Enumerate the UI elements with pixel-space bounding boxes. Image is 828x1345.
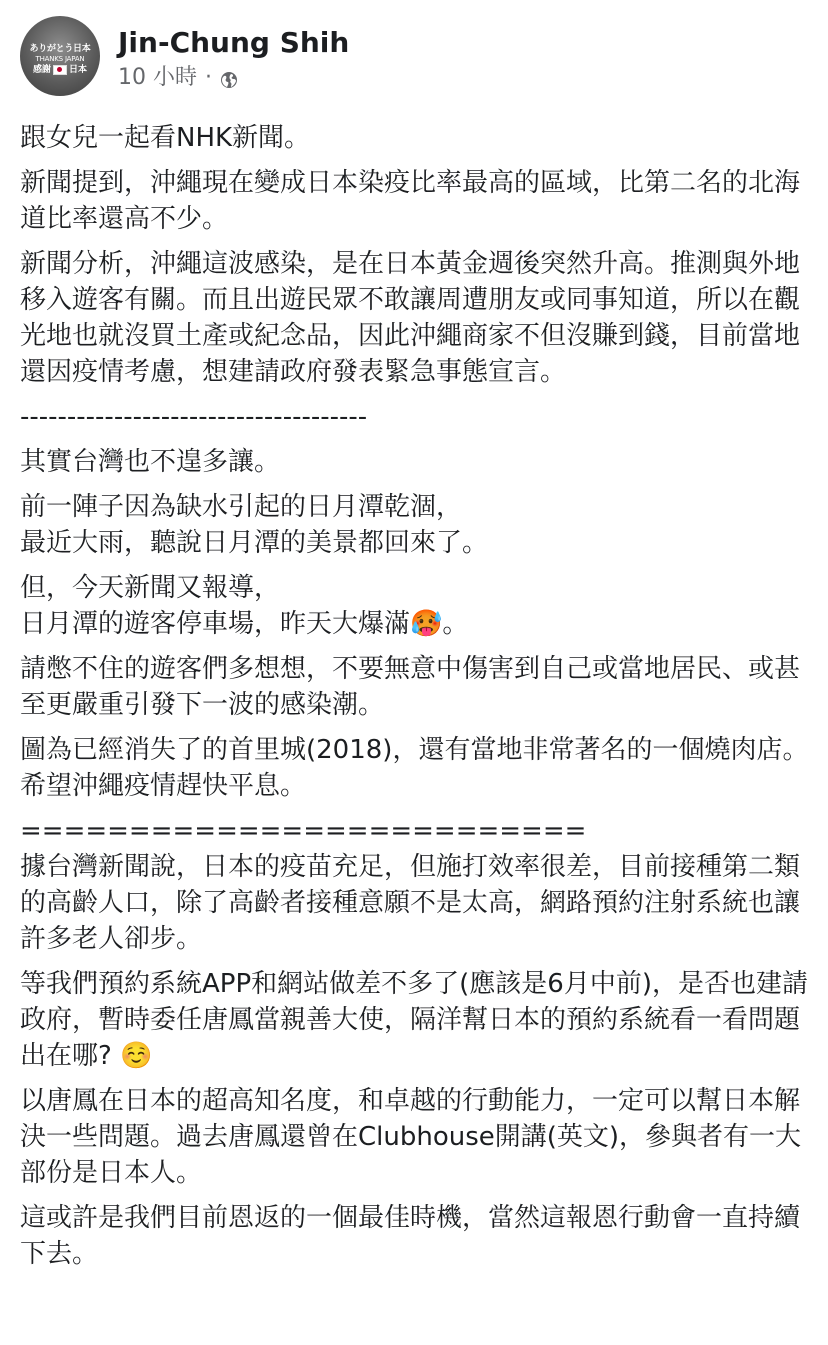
post-body xyxy=(20,120,810,1281)
post-header xyxy=(20,16,810,98)
post-paragraph-2: 新聞提到，沖繩現在變成日本染疫比率最高的區域，比第二名的北海道比率還高不少。 xyxy=(20,168,801,234)
avatar[interactable] xyxy=(20,16,100,96)
avatar-text-line3 xyxy=(33,64,87,76)
post-paragraph-5: 前一陣子因為缺水引起的日月潭乾涸， 最近大雨，聽說日月潭的美景都回來了。 xyxy=(20,492,489,558)
globe-icon[interactable] xyxy=(220,69,238,87)
post-paragraph-10: 等我們預約系統APP和網站做差不多了(應該是6月中前)，是否也建請政府，暫時委任唐鳳當親善大使，隔洋幫日本的預約系統看一看問題出在哪? ☺️ xyxy=(20,969,808,1071)
post-meta xyxy=(118,64,238,92)
post-timestamp[interactable]: 10 小時 xyxy=(118,65,197,90)
author-name[interactable]: Jin-Chung Shih xyxy=(118,26,350,59)
post-paragraph-7: 請憋不住的遊客們多想想，不要無意中傷害到自己或當地居民、或甚至更嚴重引發下一波的感染潮。 xyxy=(20,654,801,720)
post-paragraph-11: 以唐鳳在日本的超高知名度，和卓越的行動能力，一定可以幫日本解決一些問題。過去唐鳳還曾在Clubhouse開講(英文)，參與者有一大部份是日本人。 xyxy=(20,1086,802,1188)
post-paragraph-12: 這或許是我們目前恩返的一個最佳時機，當然這報恩行動會一直持續下去。 xyxy=(20,1203,801,1269)
post-paragraph-1: 跟女兒一起看NHK新聞。 xyxy=(20,123,311,153)
post-divider-dashes: ------------------------------------- xyxy=(20,402,368,432)
post-paragraph-9: ========================== 據台灣新聞說，日本的疫苗充足，但施打效率很差，目前接種第二類的高齡人口，除了高齡者接種意願不是太高，網路預約注射系統也讓許多老人卻步。 xyxy=(20,816,801,954)
meta-separator: · xyxy=(205,65,212,90)
avatar-text-line3a: 感謝 xyxy=(32,65,51,75)
avatar-text-line2: THANKS JAPAN xyxy=(35,55,85,63)
post-paragraph-8: 圖為已經消失了的首里城(2018)，還有當地非常著名的一個燒肉店。希望沖繩疫情趕快平息。 xyxy=(20,735,809,801)
post-paragraph-4: 其實台灣也不遑多讓。 xyxy=(20,447,281,477)
post-paragraph-3: 新聞分析，沖繩這波感染，是在日本黃金週後突然升高。推測與外地移入遊客有關。而且出遊民眾不敢讓周遭朋友或同事知道，所以在觀光地也就沒買土產或紀念品，因此沖繩商家不但沒賺到錢，目前當地還因疫情考慮，想建請政府發表緊急事態宣言。 xyxy=(20,249,801,387)
avatar-text-line1: ありがとう日本 xyxy=(29,44,91,54)
post-paragraph-6: 但，今天新聞又報導， 日月潭的遊客停車場，昨天大爆滿🥵。 xyxy=(20,573,469,639)
avatar-text-line3b: 日本 xyxy=(69,65,88,75)
japan-flag-icon xyxy=(53,65,67,75)
